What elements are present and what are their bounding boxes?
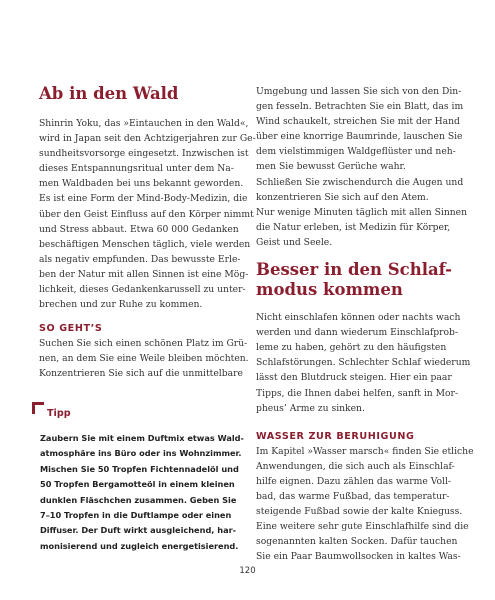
text-line: nen, an dem Sie eine Weile bleiben möchten. [39, 353, 249, 365]
text-line: Suchen Sie sich einen schönen Platz im Grü- [39, 338, 248, 350]
text-line: lichkeit, dieses Gedankenkarussell zu unter- [39, 284, 246, 296]
tip-line: 7–10 Tropfen in die Duftlampe oder einen [40, 510, 232, 521]
intro-paragraph [39, 116, 256, 312]
text-line: Es ist eine Form der Mind-Body-Medizin, die [39, 193, 248, 205]
text-line: werden und dann wiederum Einschlafprob- [256, 327, 459, 339]
heading-line: Besser in den Schlaf- [256, 260, 453, 280]
text-line: steigende Fußbad sowie der kalte Knieguss. [256, 506, 463, 518]
text-line: brechen und zur Ruhe zu kommen. [39, 299, 203, 311]
text-line: men Sie bewusst Gerüche wahr. [256, 161, 406, 173]
text-line: ben der Natur mit allen Sinnen ist eine Mög- [39, 268, 249, 280]
text-line: Wind schaukelt, streichen Sie mit der Hand [256, 116, 460, 128]
section-heading-wald: Ab in den Wald [39, 84, 179, 103]
tip-line: Zaubern Sie mit einem Duftmix etwas Wald- [40, 433, 244, 443]
text-line: men Waldbaden bei uns bekannt geworden. [39, 178, 244, 190]
sleep-paragraph [256, 310, 471, 416]
text-line: und Stress abbaut. Etwa 60 000 Gedanken [39, 223, 239, 235]
text-line: Geist und Seele. [256, 236, 333, 248]
text-line: pheus’ Arme zu sinken. [256, 402, 365, 414]
text-line: hilfe eignen. Dazu zählen das warme Voll- [256, 475, 451, 487]
right-column [256, 84, 474, 564]
subheading-so-gehts: SO GEHT’S [39, 323, 103, 335]
text-line: bad, das warme Fußbad, das temperatur- [256, 490, 450, 502]
text-line: dem vielstimmigen Waldgeflüster und neh- [256, 146, 456, 158]
text-line: beschäftigen Menschen täglich, viele werden [39, 238, 251, 250]
text-line: sundheitsvorsorge eingesetzt. Inzwischen ist [39, 148, 249, 160]
text-line: Tipps, die Ihnen dabei helfen, sanft in Mor- [256, 387, 459, 399]
left-column [39, 84, 256, 382]
tip-line: dunklen Fläschchen zusammen. Geben Sie [40, 494, 237, 505]
how-paragraph [39, 336, 249, 381]
text-line: lässt den Blutdruck steigen. Hier ein paar [256, 372, 452, 384]
text-line: Konzentrieren Sie sich auf die unmittelbare [39, 368, 243, 380]
text-line: sogenannten kalten Socken. Dafür tauchen [256, 536, 458, 548]
text-line: die Natur erleben, ist Medizin für Körper, [256, 221, 451, 233]
text-line: Sie ein Paar Baumwollsocken in kaltes Was- [256, 551, 461, 563]
text-line: als negativ empfunden. Das bewusste Erle- [39, 253, 241, 265]
tip-corner-mark [32, 402, 44, 414]
text-line: dieses Entspannungsritual unter dem Na- [39, 163, 234, 175]
tip-text [40, 431, 244, 554]
text-line: gen fesseln. Betrachten Sie ein Blatt, das im [256, 101, 464, 113]
water-paragraph [256, 444, 474, 565]
tip-line: monisierend und zugleich energetisierend. [40, 540, 239, 551]
text-line: konzentrieren Sie sich auf den Atem. [256, 191, 429, 203]
text-line: Shinrin Yoku, das »Eintauchen in den Wald«, [39, 118, 249, 129]
page-number: 120 [239, 566, 256, 576]
text-line: Schlafstörungen. Schlechter Schlaf wiederum [256, 357, 471, 369]
text-line: Nur wenige Minuten täglich mit allen Sinnen [256, 206, 468, 218]
tip-line: 50 Tropfen Bergamotteöl in einem kleinen [40, 479, 235, 490]
text-line: Umgebung und lassen Sie sich von den Din- [256, 86, 462, 97]
tip-line: Diffuser. Der Duft wirkt ausgleichend, har- [40, 525, 237, 536]
text-line: über den Geist Einfluss auf den Körper nimmt [39, 208, 254, 220]
text-line: Anwendungen, die sich auch als Einschlaf- [256, 460, 455, 472]
text-line: Im Kapitel »Wasser marsch« finden Sie etliche [256, 445, 474, 457]
continuation-paragraph [256, 84, 468, 250]
heading-line: modus kommen [256, 280, 403, 300]
section-heading-schlaf [256, 260, 461, 300]
text-line: Schließen Sie zwischendurch die Augen und [256, 176, 464, 188]
text-line: Nicht einschlafen können oder nachts wach [256, 312, 461, 324]
text-line: über eine knorrige Baumrinde, lauschen Sie [256, 131, 463, 143]
text-line: Eine weitere sehr gute Einschlafhilfe sind die [256, 521, 469, 533]
text-line: wird in Japan seit den Achtzigerjahren zur Ge- [39, 133, 256, 145]
tip-line: atmosphäre ins Büro oder ins Wohnzimmer. [40, 448, 242, 459]
tip-label: Tipp [47, 408, 71, 419]
subheading-wasser: WASSER ZUR BERUHIGUNG [256, 430, 415, 442]
tip-line: Mischen Sie 50 Tropfen Fichtennadelöl und [40, 463, 239, 474]
text-line: leme zu haben, gehört zu den häufigsten [256, 342, 447, 354]
